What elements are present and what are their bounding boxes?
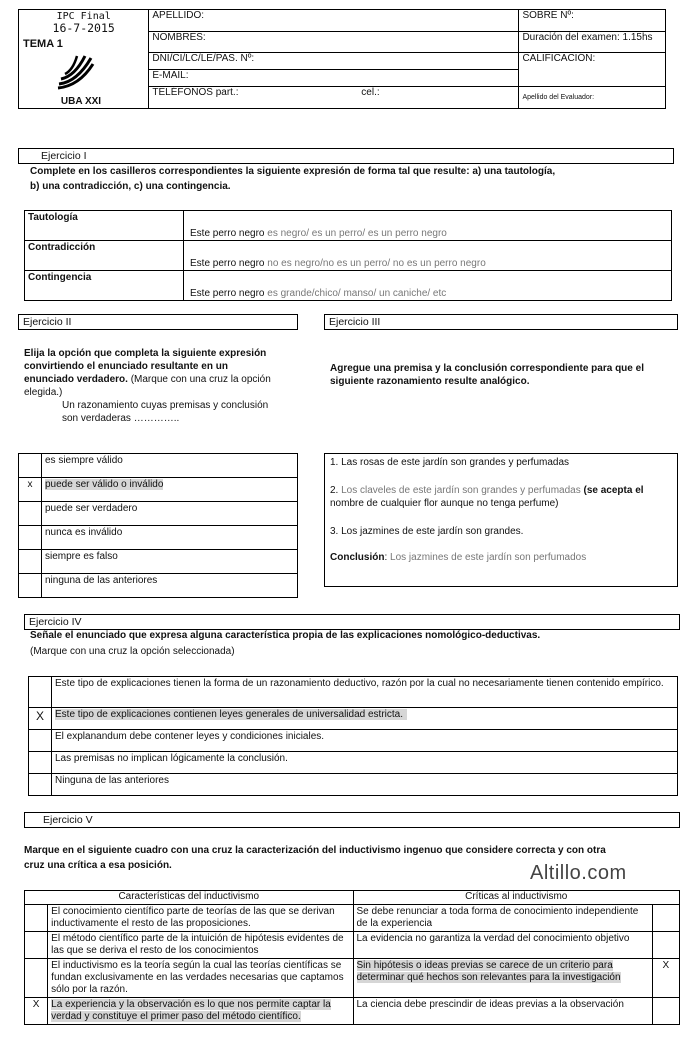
ej1-row [25, 271, 672, 301]
ej5-mark-right[interactable] [652, 998, 679, 1025]
telefonos-label: TELÉFONOS part.: [152, 87, 239, 99]
ej3-p2-answer: Los claveles de este jardín son grandes y perfumadas [341, 485, 581, 496]
ej4-option[interactable] [29, 677, 678, 708]
ej4-option[interactable] [29, 730, 678, 752]
watermark: Altillo.com [530, 862, 627, 884]
ej4-option[interactable] [29, 708, 678, 730]
cel-label: cel.: [361, 87, 380, 99]
ej1-instruction-1: Complete en los casilleros correspondientes la siguiente expresión de forma tal que resulte: a) una tautología, [30, 166, 556, 177]
ej5-caracteristica [48, 998, 353, 1025]
ej3-p2-note-2: nombre de cualquier flor aunque no tenga perfume) [330, 498, 559, 509]
ej5-caracteristica: El inductivismo es la teoría según la cual las teorías científicas se fundan exclusivamente en las verdades necesarias que captamos sólo por la razón. [48, 959, 353, 998]
ej1-answer-cell[interactable] [184, 211, 672, 241]
ej5-critica: Se debe renunciar a toda forma de conocimiento independiente de la experiencia [353, 905, 652, 932]
ej5-critica [353, 959, 652, 998]
ej5-mark-right[interactable] [652, 905, 679, 932]
ej1-answer: es negro/ es un perro/ es un perro negro [267, 228, 447, 239]
ej5-mark-left[interactable] [25, 959, 48, 998]
ej1-label: Contradicción [25, 241, 184, 271]
ej5-instruction-2: cruz una crítica a esa posición. [24, 860, 172, 871]
ej3-answer-box[interactable] [324, 453, 678, 587]
ej5-caracteristica: El conocimiento científico parte de teorías de las que se derivan inductivamente el resto de las proposiciones. [48, 905, 353, 932]
ej2-options [18, 453, 298, 598]
ej2-mark[interactable] [19, 574, 42, 598]
ej4-option-text: Ninguna de las anteriores [52, 774, 678, 796]
ej5-mark-left[interactable] [25, 905, 48, 932]
ej5-mark-right[interactable] [652, 932, 679, 959]
ej1-row [25, 211, 672, 241]
ej5-table [24, 890, 680, 1025]
ej2-option-text: ninguna de las anteriores [42, 574, 298, 598]
ej5-row [25, 905, 680, 932]
ej3-conclusion-label: Conclusión [330, 552, 385, 563]
ej1-answer: no es negro/no es un perro/ no es un perro negro [267, 258, 486, 269]
ej1-instruction-2: b) una contradicción, c) una contingencia. [30, 181, 231, 192]
ej5-instruction-1: Marque en el siguiente cuadro con una cruz la caracterización del inductivismo ingenuo que considere correcta y con otra [24, 845, 606, 856]
ej3-title: Ejercicio III [324, 314, 678, 330]
ej4-mark[interactable] [29, 774, 52, 796]
ej3-p2-note-1: (se acepta el [583, 485, 644, 496]
ej2-mark[interactable]: x [19, 478, 42, 502]
nombres-field[interactable]: NOMBRES: [149, 31, 519, 53]
ej1-title: Ejercicio I [18, 148, 674, 164]
apellido-field[interactable]: APELLIDO: [149, 10, 519, 32]
ej2-instruction-4: elegida.) [24, 387, 63, 398]
ej4-instruction-1: Señale el enunciado que expresa alguna característica propia de las explicaciones nomológico-deductivas. [30, 630, 541, 641]
ej5-mark-left[interactable] [25, 932, 48, 959]
ej2-option[interactable] [19, 454, 298, 478]
ej4-title: Ejercicio IV [24, 614, 680, 630]
ej3-p2-num: 2. [330, 485, 339, 496]
calificacion-field[interactable]: CALIFICACIÓN: [519, 53, 666, 87]
ej2-mark[interactable] [19, 454, 42, 478]
ej1-fixed: Este perro negro [190, 228, 265, 239]
ej1-answer-cell[interactable] [184, 271, 672, 301]
ej4-option-text [52, 708, 678, 730]
ej3-conclusion-answer: Los jazmines de este jardín son perfumados [390, 552, 587, 563]
ej5-row [25, 998, 680, 1025]
ej2-mark[interactable] [19, 526, 42, 550]
ej1-table [24, 210, 672, 301]
ej1-label: Tautología [25, 211, 184, 241]
ej2-instruction-3b: (Marque con una cruz la opción [127, 374, 271, 385]
exam-name: IPC Final [56, 11, 111, 22]
ej5-title: Ejercicio V [24, 812, 680, 828]
ej2-option-text: siempre es falso [42, 550, 298, 574]
ej3-premise-1: 1. Las rosas de este jardín son grandes y perfumadas [330, 457, 570, 468]
ej5-caracteristica-highlighted: La experiencia y la observación es lo que nos permite captar la verdad y constituye el primer paso del método científico. [51, 999, 331, 1022]
ej2-option[interactable] [19, 550, 298, 574]
ej4-option[interactable] [29, 752, 678, 774]
ej1-row [25, 241, 672, 271]
tema-label: TEMA 1 [23, 38, 63, 50]
duracion-label: Duración del examen: 1.15hs [519, 31, 666, 53]
ej2-instructions [24, 347, 314, 425]
email-field[interactable]: E-MAIL: [149, 70, 519, 87]
ej2-option-text [42, 478, 298, 502]
ej1-label: Contingencia [25, 271, 184, 301]
ej2-option-text: nunca es inválido [42, 526, 298, 550]
header-logo-cell [19, 10, 149, 109]
uba-logo-icon [55, 54, 95, 92]
ej4-mark[interactable]: X [29, 708, 52, 730]
ej5-critica: La ciencia debe prescindir de ideas previas a la observación [353, 998, 652, 1025]
exam-date: 16-7-2015 [52, 21, 115, 35]
ej4-option-text: El explanandum debe contener leyes y condiciones iniciales. [52, 730, 678, 752]
ej2-option[interactable] [19, 478, 298, 502]
ej1-fixed: Este perro negro [190, 258, 265, 269]
ej5-col1-header: Características del inductivismo [25, 891, 354, 905]
ej2-mark[interactable] [19, 550, 42, 574]
ej4-mark[interactable] [29, 677, 52, 708]
ej2-mark[interactable] [19, 502, 42, 526]
ej1-answer-cell[interactable] [184, 241, 672, 271]
ej4-option-text: Las premisas no implican lógicamente la conclusión. [52, 752, 678, 774]
ej3-instruction-1: Agregue una premisa y la conclusión correspondiente para que el [330, 363, 644, 374]
ej2-stem-2: son verdaderas ………….. [62, 413, 180, 424]
header-table [18, 9, 666, 109]
ej5-critica-highlighted: Sin hipótesis o ideas previas se carece de un criterio para determinar qué hechos son relevantes para la investigación [356, 960, 621, 983]
ej2-stem-1: Un razonamiento cuyas premisas y conclusión [62, 400, 269, 411]
ej2-option-text-highlighted: puede ser válido o inválido [45, 479, 164, 490]
ej2-option-text: puede ser verdadero [42, 502, 298, 526]
ej3-premise-2 [330, 484, 672, 510]
logo-text: UBA XXI [60, 96, 102, 107]
dni-field[interactable]: DNI/CI/LC/LE/PAS. Nº: [149, 53, 519, 70]
ej5-row [25, 932, 680, 959]
ej4-instruction-2: (Marque con una cruz la opción seleccionada) [30, 646, 235, 657]
ej2-instruction-3: enunciado verdadero. [24, 374, 128, 385]
ej4-mark[interactable] [29, 730, 52, 752]
ej1-fixed: Este perro negro [190, 288, 265, 299]
ej5-header-row [25, 891, 680, 905]
ej5-row [25, 959, 680, 998]
ej5-mark-left[interactable]: X [25, 998, 48, 1025]
ej2-option[interactable] [19, 526, 298, 550]
sobre-field[interactable]: SOBRE Nº: [519, 10, 666, 32]
ej2-title: Ejercicio II [18, 314, 298, 330]
ej2-instruction-1: Elija la opción que completa la siguiente expresión [24, 348, 267, 359]
ej5-col2-header: Críticas al inductivismo [353, 891, 680, 905]
ej4-option-text: Este tipo de explicaciones tienen la forma de un razonamiento deductivo, razón por la cual no necesariamente tienen contenido empírico. [52, 677, 678, 708]
ej4-options [28, 676, 678, 796]
ej4-option-text-highlighted: Este tipo de explicaciones contienen leyes generales de universalidad estricta. [55, 709, 407, 720]
ej4-mark[interactable] [29, 752, 52, 774]
ej2-option-text: es siempre válido [42, 454, 298, 478]
ej4-option[interactable] [29, 774, 678, 796]
ej2-option[interactable] [19, 502, 298, 526]
ej5-critica: La evidencia no garantiza la verdad del conocimiento objetivo [353, 932, 652, 959]
ej1-answer: es grande/chico/ manso/ un caniche/ etc [267, 288, 447, 299]
ej2-option[interactable] [19, 574, 298, 598]
ej3-conclusion: Conclusión: Los jazmines de este jardín son perfumados [330, 552, 587, 563]
ej5-caracteristica: El método científico parte de la intuición de hipótesis evidentes de las que se deriva el resto de los conocimientos [48, 932, 353, 959]
telefonos-field[interactable] [149, 87, 519, 109]
ej5-mark-right[interactable]: X [652, 959, 679, 998]
ej3-instructions [330, 362, 644, 388]
ej2-instruction-2: convirtiendo el enunciado resultante en un [24, 361, 228, 372]
exam-header [18, 9, 666, 109]
ej3-premise-3: 3. Los jazmines de este jardín son grandes. [330, 526, 524, 537]
ej3-instruction-2: siguiente razonamiento resulte analógico. [330, 376, 530, 387]
evaluador-field[interactable]: Apellido del Evaluador: [519, 87, 666, 109]
